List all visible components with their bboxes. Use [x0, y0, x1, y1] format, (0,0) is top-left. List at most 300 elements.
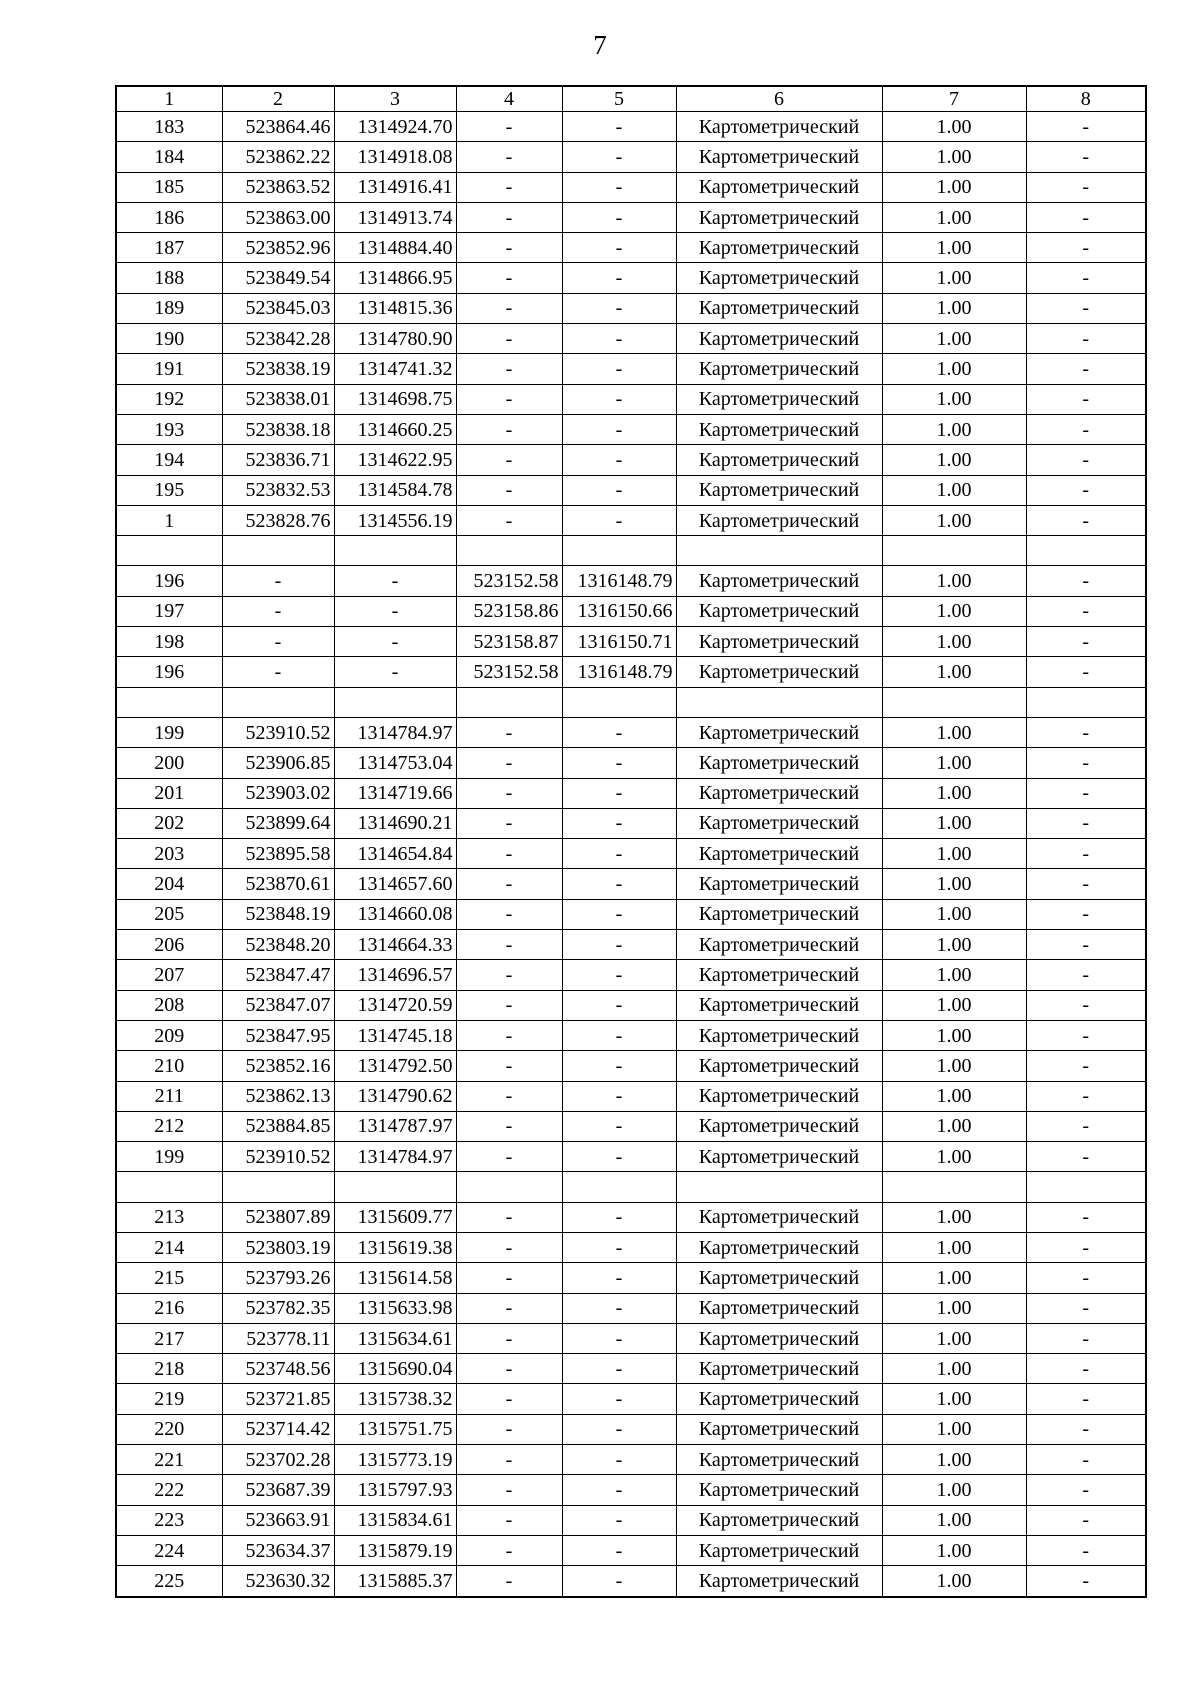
accuracy-cell: 1.00 [882, 1505, 1026, 1535]
point-number-cell: 212 [116, 1111, 222, 1141]
note-cell: - [1026, 1445, 1146, 1475]
method-cell: Картометрический [676, 414, 882, 444]
note-cell: - [1026, 263, 1146, 293]
accuracy-cell: 1.00 [882, 1020, 1026, 1050]
y-coordinate-alt-cell: - [562, 1051, 676, 1081]
point-number-cell: 197 [116, 596, 222, 626]
accuracy-cell: 1.00 [882, 202, 1026, 232]
note-cell: - [1026, 324, 1146, 354]
method-cell [676, 687, 882, 717]
note-cell: - [1026, 930, 1146, 960]
y-coordinate-cell: 1314657.60 [334, 869, 456, 899]
x-coordinate-cell: - [222, 596, 334, 626]
accuracy-cell: 1.00 [882, 1293, 1026, 1323]
y-coordinate-alt-cell: - [562, 384, 676, 414]
accuracy-cell: 1.00 [882, 1051, 1026, 1081]
table-row [116, 1232, 1146, 1262]
point-number-cell: 225 [116, 1566, 222, 1597]
accuracy-cell: 1.00 [882, 990, 1026, 1020]
point-number-cell: 189 [116, 293, 222, 323]
coordinates-table [115, 85, 1147, 1598]
y-coordinate-alt-cell: - [562, 1445, 676, 1475]
column-header: 4 [456, 86, 562, 112]
x-coordinate-alt-cell: - [456, 384, 562, 414]
x-coordinate-cell: 523845.03 [222, 293, 334, 323]
x-coordinate-cell: 523778.11 [222, 1323, 334, 1353]
column-header: 7 [882, 86, 1026, 112]
y-coordinate-cell: 1314753.04 [334, 748, 456, 778]
column-header: 3 [334, 86, 456, 112]
note-cell: - [1026, 112, 1146, 142]
y-coordinate-alt-cell: - [562, 414, 676, 444]
point-number-cell: 217 [116, 1323, 222, 1353]
method-cell: Картометрический [676, 1475, 882, 1505]
accuracy-cell: 1.00 [882, 717, 1026, 747]
accuracy-cell: 1.00 [882, 960, 1026, 990]
x-coordinate-cell: - [222, 566, 334, 596]
table-row [116, 414, 1146, 444]
y-coordinate-cell: 1315634.61 [334, 1323, 456, 1353]
y-coordinate-cell: 1314884.40 [334, 233, 456, 263]
note-cell: - [1026, 1111, 1146, 1141]
x-coordinate-alt-cell [456, 687, 562, 717]
page-number: 7 [593, 30, 607, 60]
x-coordinate-cell: 523847.47 [222, 960, 334, 990]
table-row [116, 1172, 1146, 1202]
y-coordinate-alt-cell: - [562, 202, 676, 232]
x-coordinate-alt-cell: - [456, 172, 562, 202]
table-row [116, 1202, 1146, 1232]
note-cell [1026, 687, 1146, 717]
y-coordinate-cell: 1314696.57 [334, 960, 456, 990]
point-number-cell: 210 [116, 1051, 222, 1081]
x-coordinate-cell: 523721.85 [222, 1384, 334, 1414]
y-coordinate-alt-cell: - [562, 1232, 676, 1262]
point-number-cell: 192 [116, 384, 222, 414]
point-number-cell: 199 [116, 1142, 222, 1172]
y-coordinate-cell: 1314918.08 [334, 142, 456, 172]
note-cell: - [1026, 172, 1146, 202]
y-coordinate-cell: 1315614.58 [334, 1263, 456, 1293]
column-header: 6 [676, 86, 882, 112]
point-number-cell: 221 [116, 1445, 222, 1475]
x-coordinate-cell: 523884.85 [222, 1111, 334, 1141]
x-coordinate-alt-cell: - [456, 1293, 562, 1323]
y-coordinate-alt-cell: - [562, 960, 676, 990]
note-cell: - [1026, 1505, 1146, 1535]
accuracy-cell: 1.00 [882, 475, 1026, 505]
x-coordinate-cell: 523807.89 [222, 1202, 334, 1232]
y-coordinate-alt-cell: - [562, 1263, 676, 1293]
note-cell: - [1026, 1081, 1146, 1111]
y-coordinate-cell: 1314690.21 [334, 808, 456, 838]
y-coordinate-cell: 1315885.37 [334, 1566, 456, 1597]
x-coordinate-cell: 523863.52 [222, 172, 334, 202]
y-coordinate-alt-cell: - [562, 233, 676, 263]
x-coordinate-alt-cell: - [456, 414, 562, 444]
x-coordinate-cell: 523838.19 [222, 354, 334, 384]
x-coordinate-cell: 523903.02 [222, 778, 334, 808]
method-cell: Картометрический [676, 142, 882, 172]
method-cell: Картометрический [676, 354, 882, 384]
y-coordinate-cell: 1314664.33 [334, 930, 456, 960]
method-cell: Картометрический [676, 869, 882, 899]
method-cell: Картометрический [676, 112, 882, 142]
y-coordinate-cell: 1315738.32 [334, 1384, 456, 1414]
method-cell: Картометрический [676, 1020, 882, 1050]
x-coordinate-cell: 523793.26 [222, 1263, 334, 1293]
x-coordinate-alt-cell: - [456, 1535, 562, 1565]
accuracy-cell: 1.00 [882, 1475, 1026, 1505]
accuracy-cell: 1.00 [882, 354, 1026, 384]
y-coordinate-alt-cell: - [562, 808, 676, 838]
x-coordinate-alt-cell: - [456, 778, 562, 808]
table-row [116, 1414, 1146, 1444]
y-coordinate-alt-cell: 1316150.66 [562, 596, 676, 626]
table-row [116, 960, 1146, 990]
note-cell: - [1026, 1051, 1146, 1081]
x-coordinate-alt-cell: - [456, 1263, 562, 1293]
point-number-cell: 200 [116, 748, 222, 778]
note-cell: - [1026, 1354, 1146, 1384]
note-cell: - [1026, 414, 1146, 444]
method-cell: Картометрический [676, 627, 882, 657]
y-coordinate-cell: 1315619.38 [334, 1232, 456, 1262]
x-coordinate-cell: 523848.19 [222, 899, 334, 929]
table-row [116, 384, 1146, 414]
accuracy-cell: 1.00 [882, 839, 1026, 869]
accuracy-cell: 1.00 [882, 1142, 1026, 1172]
x-coordinate-cell: 523849.54 [222, 263, 334, 293]
method-cell: Картометрический [676, 233, 882, 263]
table-row [116, 1051, 1146, 1081]
x-coordinate-cell: 523847.95 [222, 1020, 334, 1050]
x-coordinate-alt-cell: - [456, 1354, 562, 1384]
point-number-cell: 186 [116, 202, 222, 232]
accuracy-cell: 1.00 [882, 566, 1026, 596]
table-row [116, 112, 1146, 142]
point-number-cell: 185 [116, 172, 222, 202]
y-coordinate-alt-cell: - [562, 445, 676, 475]
x-coordinate-cell: 523836.71 [222, 445, 334, 475]
method-cell: Картометрический [676, 263, 882, 293]
x-coordinate-alt-cell: - [456, 930, 562, 960]
accuracy-cell: 1.00 [882, 1354, 1026, 1384]
table-row [116, 1323, 1146, 1353]
point-number-cell [116, 536, 222, 566]
y-coordinate-cell: 1314787.97 [334, 1111, 456, 1141]
accuracy-cell: 1.00 [882, 1081, 1026, 1111]
method-cell: Картометрический [676, 1566, 882, 1597]
point-number-cell: 184 [116, 142, 222, 172]
point-number-cell: 190 [116, 324, 222, 354]
accuracy-cell: 1.00 [882, 899, 1026, 929]
table-row [116, 778, 1146, 808]
method-cell: Картометрический [676, 748, 882, 778]
x-coordinate-cell: 523895.58 [222, 839, 334, 869]
y-coordinate-alt-cell: - [562, 1414, 676, 1444]
x-coordinate-alt-cell: - [456, 202, 562, 232]
x-coordinate-cell: 523862.13 [222, 1081, 334, 1111]
x-coordinate-cell [222, 536, 334, 566]
point-number-cell: 183 [116, 112, 222, 142]
y-coordinate-alt-cell: - [562, 505, 676, 535]
x-coordinate-alt-cell: - [456, 1111, 562, 1141]
x-coordinate-alt-cell: 523152.58 [456, 657, 562, 687]
y-coordinate-alt-cell: 1316148.79 [562, 566, 676, 596]
note-cell: - [1026, 1020, 1146, 1050]
table-row [116, 687, 1146, 717]
note-cell: - [1026, 384, 1146, 414]
y-coordinate-cell: 1315834.61 [334, 1505, 456, 1535]
accuracy-cell: 1.00 [882, 1414, 1026, 1444]
x-coordinate-cell: 523838.18 [222, 414, 334, 444]
point-number-cell: 206 [116, 930, 222, 960]
table-row [116, 293, 1146, 323]
x-coordinate-alt-cell: - [456, 233, 562, 263]
accuracy-cell: 1.00 [882, 1111, 1026, 1141]
x-coordinate-alt-cell: - [456, 142, 562, 172]
note-cell: - [1026, 808, 1146, 838]
method-cell: Картометрический [676, 566, 882, 596]
y-coordinate-cell [334, 687, 456, 717]
x-coordinate-cell: 523803.19 [222, 1232, 334, 1262]
table-row [116, 1505, 1146, 1535]
y-coordinate-alt-cell [562, 536, 676, 566]
method-cell: Картометрический [676, 1111, 882, 1141]
point-number-cell: 205 [116, 899, 222, 929]
table-row [116, 1445, 1146, 1475]
method-cell [676, 536, 882, 566]
x-coordinate-alt-cell: - [456, 1232, 562, 1262]
method-cell: Картометрический [676, 1384, 882, 1414]
y-coordinate-alt-cell: - [562, 1535, 676, 1565]
y-coordinate-alt-cell [562, 1172, 676, 1202]
method-cell: Картометрический [676, 1535, 882, 1565]
note-cell: - [1026, 1535, 1146, 1565]
accuracy-cell: 1.00 [882, 657, 1026, 687]
table-row [116, 627, 1146, 657]
x-coordinate-alt-cell: 523158.86 [456, 596, 562, 626]
method-cell: Картометрический [676, 596, 882, 626]
y-coordinate-cell: 1315633.98 [334, 1293, 456, 1323]
x-coordinate-alt-cell: 523152.58 [456, 566, 562, 596]
note-cell: - [1026, 1142, 1146, 1172]
y-coordinate-cell: 1314784.97 [334, 717, 456, 747]
method-cell: Картометрический [676, 1445, 882, 1475]
table-row [116, 1354, 1146, 1384]
x-coordinate-alt-cell: - [456, 1051, 562, 1081]
method-cell: Картометрический [676, 1323, 882, 1353]
y-coordinate-alt-cell: - [562, 1354, 676, 1384]
method-cell: Картометрический [676, 960, 882, 990]
method-cell: Картометрический [676, 202, 882, 232]
header-row [116, 86, 1146, 112]
method-cell: Картометрический [676, 1505, 882, 1535]
y-coordinate-cell: 1314720.59 [334, 990, 456, 1020]
x-coordinate-alt-cell: - [456, 1566, 562, 1597]
method-cell: Картометрический [676, 1354, 882, 1384]
note-cell: - [1026, 990, 1146, 1020]
y-coordinate-cell [334, 536, 456, 566]
point-number-cell: 198 [116, 627, 222, 657]
accuracy-cell: 1.00 [882, 1535, 1026, 1565]
x-coordinate-cell: 523863.00 [222, 202, 334, 232]
accuracy-cell: 1.00 [882, 1445, 1026, 1475]
accuracy-cell [882, 1172, 1026, 1202]
method-cell: Картометрический [676, 505, 882, 535]
x-coordinate-alt-cell: - [456, 1445, 562, 1475]
note-cell: - [1026, 899, 1146, 929]
point-number-cell [116, 1172, 222, 1202]
y-coordinate-cell: - [334, 627, 456, 657]
accuracy-cell: 1.00 [882, 1232, 1026, 1262]
method-cell: Картометрический [676, 1051, 882, 1081]
x-coordinate-alt-cell: - [456, 112, 562, 142]
table-row [116, 1384, 1146, 1414]
x-coordinate-cell: - [222, 657, 334, 687]
y-coordinate-cell: 1314916.41 [334, 172, 456, 202]
method-cell: Картометрический [676, 172, 882, 202]
y-coordinate-alt-cell: - [562, 778, 676, 808]
y-coordinate-alt-cell: - [562, 1111, 676, 1141]
y-coordinate-cell: 1315879.19 [334, 1535, 456, 1565]
y-coordinate-cell: 1315751.75 [334, 1414, 456, 1444]
x-coordinate-cell: 523634.37 [222, 1535, 334, 1565]
table-row [116, 1475, 1146, 1505]
method-cell: Картометрический [676, 1081, 882, 1111]
x-coordinate-cell: 523663.91 [222, 1505, 334, 1535]
x-coordinate-cell: 523828.76 [222, 505, 334, 535]
y-coordinate-alt-cell: - [562, 1020, 676, 1050]
x-coordinate-alt-cell: - [456, 263, 562, 293]
method-cell: Картометрический [676, 717, 882, 747]
table-row [116, 263, 1146, 293]
x-coordinate-cell: 523782.35 [222, 1293, 334, 1323]
note-cell: - [1026, 1293, 1146, 1323]
x-coordinate-cell: 523870.61 [222, 869, 334, 899]
note-cell: - [1026, 869, 1146, 899]
note-cell: - [1026, 1414, 1146, 1444]
point-number-cell: 188 [116, 263, 222, 293]
y-coordinate-alt-cell: - [562, 354, 676, 384]
y-coordinate-cell: 1314556.19 [334, 505, 456, 535]
table-row [116, 1263, 1146, 1293]
method-cell: Картометрический [676, 899, 882, 929]
method-cell: Картометрический [676, 808, 882, 838]
y-coordinate-cell: 1314780.90 [334, 324, 456, 354]
y-coordinate-alt-cell: - [562, 1202, 676, 1232]
point-number-cell: 214 [116, 1232, 222, 1262]
point-number-cell: 219 [116, 1384, 222, 1414]
note-cell: - [1026, 1202, 1146, 1232]
point-number-cell: 201 [116, 778, 222, 808]
y-coordinate-cell: - [334, 657, 456, 687]
y-coordinate-alt-cell: - [562, 1475, 676, 1505]
method-cell: Картометрический [676, 657, 882, 687]
table-row [116, 142, 1146, 172]
note-cell: - [1026, 596, 1146, 626]
accuracy-cell: 1.00 [882, 596, 1026, 626]
point-number-cell: 204 [116, 869, 222, 899]
note-cell: - [1026, 1232, 1146, 1262]
note-cell: - [1026, 566, 1146, 596]
column-header: 1 [116, 86, 222, 112]
point-number-cell [116, 687, 222, 717]
note-cell [1026, 1172, 1146, 1202]
method-cell: Картометрический [676, 1293, 882, 1323]
method-cell: Картометрический [676, 1142, 882, 1172]
y-coordinate-cell: 1314792.50 [334, 1051, 456, 1081]
y-coordinate-cell: 1315773.19 [334, 1445, 456, 1475]
x-coordinate-cell: 523906.85 [222, 748, 334, 778]
table-row [116, 536, 1146, 566]
method-cell [676, 1172, 882, 1202]
point-number-cell: 211 [116, 1081, 222, 1111]
accuracy-cell: 1.00 [882, 445, 1026, 475]
y-coordinate-alt-cell: - [562, 717, 676, 747]
x-coordinate-alt-cell: - [456, 839, 562, 869]
x-coordinate-alt-cell: - [456, 1020, 562, 1050]
y-coordinate-cell: 1314719.66 [334, 778, 456, 808]
accuracy-cell: 1.00 [882, 1202, 1026, 1232]
y-coordinate-cell: - [334, 566, 456, 596]
y-coordinate-alt-cell: - [562, 869, 676, 899]
note-cell: - [1026, 1323, 1146, 1353]
y-coordinate-cell: 1314866.95 [334, 263, 456, 293]
accuracy-cell: 1.00 [882, 384, 1026, 414]
accuracy-cell [882, 536, 1026, 566]
table-row [116, 1020, 1146, 1050]
x-coordinate-cell [222, 687, 334, 717]
y-coordinate-cell: 1314784.97 [334, 1142, 456, 1172]
y-coordinate-cell: 1314654.84 [334, 839, 456, 869]
x-coordinate-alt-cell: - [456, 869, 562, 899]
note-cell: - [1026, 142, 1146, 172]
note-cell: - [1026, 475, 1146, 505]
y-coordinate-alt-cell: - [562, 1384, 676, 1414]
note-cell: - [1026, 627, 1146, 657]
table-row [116, 808, 1146, 838]
x-coordinate-cell: 523852.96 [222, 233, 334, 263]
y-coordinate-cell: 1314660.25 [334, 414, 456, 444]
accuracy-cell: 1.00 [882, 1384, 1026, 1414]
note-cell: - [1026, 293, 1146, 323]
note-cell: - [1026, 1566, 1146, 1597]
x-coordinate-cell: 523832.53 [222, 475, 334, 505]
table-row [116, 990, 1146, 1020]
x-coordinate-alt-cell: - [456, 324, 562, 354]
accuracy-cell: 1.00 [882, 293, 1026, 323]
x-coordinate-cell: 523687.39 [222, 1475, 334, 1505]
note-cell [1026, 536, 1146, 566]
x-coordinate-alt-cell: - [456, 1384, 562, 1414]
x-coordinate-alt-cell: - [456, 1475, 562, 1505]
x-coordinate-alt-cell: - [456, 293, 562, 323]
point-number-cell: 223 [116, 1505, 222, 1535]
x-coordinate-alt-cell: - [456, 1081, 562, 1111]
x-coordinate-cell: 523842.28 [222, 324, 334, 354]
point-number-cell: 208 [116, 990, 222, 1020]
x-coordinate-cell: 523847.07 [222, 990, 334, 1020]
y-coordinate-alt-cell: - [562, 475, 676, 505]
y-coordinate-cell: 1314924.70 [334, 112, 456, 142]
point-number-cell: 196 [116, 566, 222, 596]
point-number-cell: 222 [116, 1475, 222, 1505]
method-cell: Картометрический [676, 1202, 882, 1232]
point-number-cell: 220 [116, 1414, 222, 1444]
method-cell: Картометрический [676, 1263, 882, 1293]
